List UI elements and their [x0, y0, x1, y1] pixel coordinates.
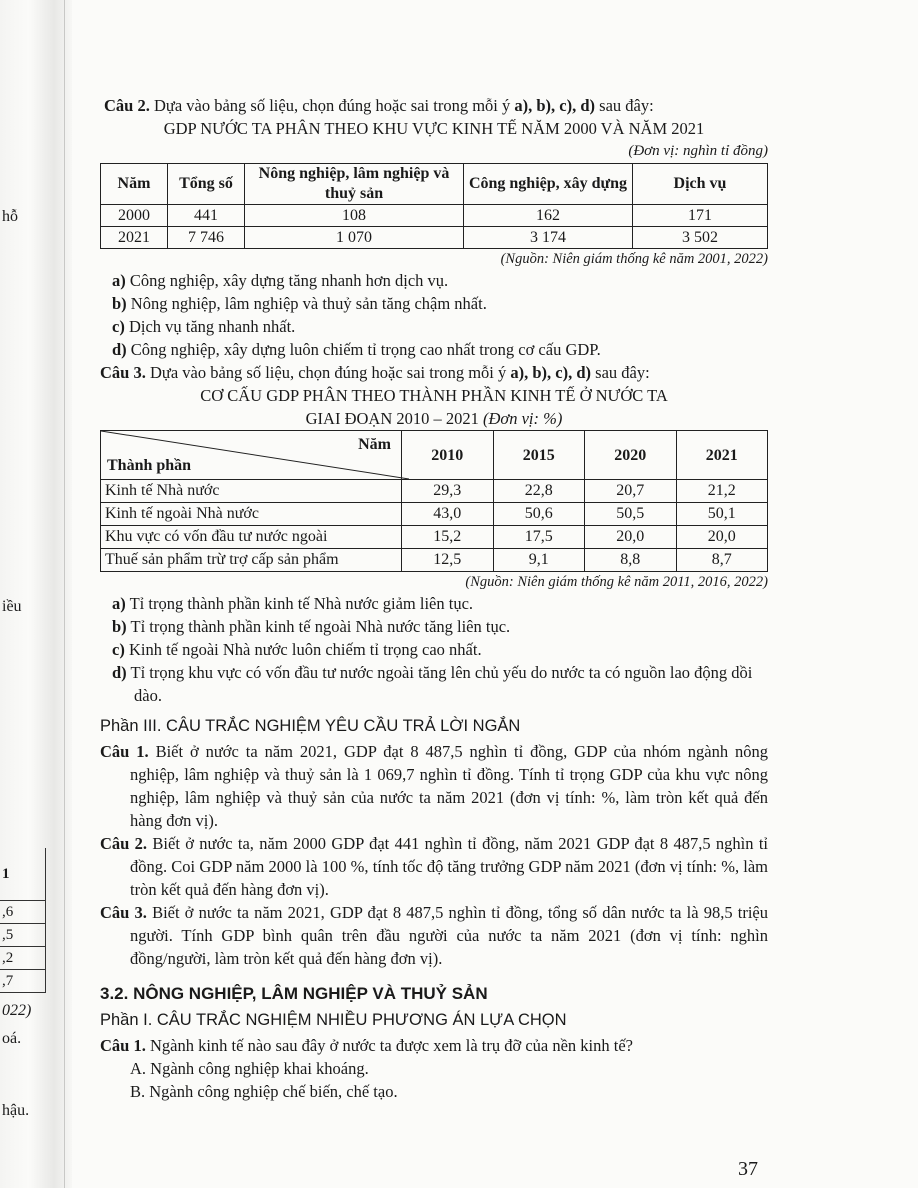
- header-agriculture: Nông nghiệp, lâm nghiệp và thuỷ sản: [245, 164, 464, 205]
- header-services: Dịch vụ: [633, 164, 768, 205]
- part-3-heading: Phần III. CÂU TRẮC NGHIỆM YÊU CẦU TRẢ LỜI NGẮN: [100, 717, 521, 735]
- question-3-prompt: Câu 3. Dựa vào bảng số liệu, chọn đúng hoặc sai trong mỗi ý a), b), c), d) sau đây:: [100, 363, 650, 382]
- part3-question-1: Câu 1. Biết ở nước ta năm 2021, GDP đạt 8 487,5 nghìn tỉ đồng, GDP của nhóm ngành nông nghiệp, lâm nghiệp và thuỷ sản là 1 069,7 nghìn tỉ đồng. Tính tỉ trọng GDP của khu vực nông nghiệp, lâm nghiệp và thuỷ sản của nước ta năm 2021 (đơn vị tính: %, làm tròn kết quả đến hàng đơn vị).: [100, 742, 769, 830]
- table-row: Khu vực có vốn đầu tư nước ngoài 15,2 17,5 20,0 20,0: [101, 526, 768, 549]
- part3-question-2: Câu 2. Biết ở nước ta, năm 2000 GDP đạt 441 nghìn tỉ đồng, năm 2021 GDP đạt 8 487,5 nghìn tỉ đồng. Coi GDP năm 2000 là 100 %, tính tốc độ tăng trưởng GDP năm 2021 (đơn vị tính: %, làm tròn kết quả đến hàng đơn vị).: [100, 834, 768, 899]
- table-2-subtitle: GIAI ĐOẠN 2010 – 2021 (Đơn vị: %): [305, 409, 563, 428]
- header-year: 2010: [402, 431, 494, 480]
- page-number: 37: [738, 1158, 758, 1180]
- header-year: Năm: [101, 164, 168, 205]
- table-1-source: (Nguồn: Niên giám thống kê năm 2001, 2022): [500, 251, 768, 267]
- table-1-title: GDP NƯỚC TA PHÂN THEO KHU VỰC KINH TẾ NĂM 2000 VÀ NĂM 2021: [163, 119, 705, 138]
- table-row: 2021 7 746 1 070 3 174 3 502: [101, 227, 768, 249]
- spine-line: [64, 0, 65, 1188]
- margin-fragment: 022): [2, 1002, 32, 1019]
- gdp-sector-table: [100, 163, 768, 249]
- table-header-row: [101, 164, 768, 205]
- header-total: Tổng số: [168, 164, 245, 205]
- section-3-2-heading: 3.2. NÔNG NGHIỆP, LÂM NGHIỆP VÀ THUỶ SẢN: [100, 984, 488, 1003]
- table-row: Kinh tế Nhà nước 29,3 22,8 20,7 21,2: [101, 480, 768, 503]
- part3-question-3: Câu 3. Biết ở nước ta năm 2021, GDP đạt 8 487,5 nghìn tỉ đồng, tổng số dân nước ta là 98,5 triệu người. Tính GDP bình quân trên đầu người của nước ta năm 2021 (đơn vị tính: nghìn đồng/người, làm tròn kết quả đến hàng đơn vị).: [100, 903, 769, 968]
- answer-a: A. Ngành công nghiệp khai khoáng.: [130, 1059, 369, 1078]
- q3-option-c: c) Kinh tế ngoài Nhà nước luôn chiếm tỉ trọng cao nhất.: [112, 640, 482, 659]
- header-year: 2015: [493, 431, 585, 480]
- margin-fragment: oá.: [2, 1030, 22, 1047]
- q2-option-b: b) Nông nghiệp, lâm nghiệp và thuỷ sản tăng chậm nhất.: [112, 294, 487, 313]
- q2-option-c: c) Dịch vụ tăng nhanh nhất.: [112, 317, 296, 336]
- header-year: 2020: [585, 431, 677, 480]
- table-1-unit: (Đơn vị: nghìn tỉ đồng): [628, 143, 768, 159]
- answer-b: B. Ngành công nghiệp chế biến, chế tạo.: [130, 1082, 398, 1101]
- table-header-row: [101, 431, 768, 480]
- table-2-source: (Nguồn: Niên giám thống kê năm 2011, 2016, 2022): [465, 574, 768, 590]
- margin-fragment: hậu.: [2, 1102, 30, 1119]
- section32-question-1: Câu 1. Ngành kinh tế nào sau đây ở nước ta được xem là trụ đỡ của nền kinh tế?: [100, 1036, 633, 1055]
- page-content: [100, 94, 768, 1103]
- q3-option-a: a) Tỉ trọng thành phần kinh tế Nhà nước giảm liên tục.: [112, 594, 474, 613]
- margin-fragment: iều: [2, 598, 22, 615]
- header-year: 2021: [676, 431, 768, 480]
- part-1-heading: Phần I. CÂU TRẮC NGHIỆM NHIỀU PHƯƠNG ÁN LỰA CHỌN: [100, 1011, 567, 1029]
- q2-option-a: a) Công nghiệp, xây dựng tăng nhanh hơn dịch vụ.: [112, 271, 449, 290]
- header-industry: Công nghiệp, xây dựng: [464, 164, 633, 205]
- margin-fragment: hỗ: [2, 208, 18, 225]
- q2-option-d: d) Công nghiệp, xây dựng luôn chiếm tỉ trọng cao nhất trong cơ cấu GDP.: [112, 340, 601, 359]
- corner-header: Năm Thành phần: [101, 431, 402, 480]
- gdp-ownership-table: [100, 430, 768, 572]
- question-2-prompt: Câu 2. Dựa vào bảng số liệu, chọn đúng hoặc sai trong mỗi ý a), b), c), d) sau đây:: [104, 96, 654, 115]
- table-row: Kinh tế ngoài Nhà nước 43,0 50,6 50,5 50,1: [101, 503, 768, 526]
- table-row: 2000 441 108 162 171: [101, 205, 768, 227]
- table-2-title: CƠ CẤU GDP PHÂN THEO THÀNH PHẦN KINH TẾ Ở NƯỚC TA: [200, 386, 668, 405]
- margin-table-fragment: 1 ,6 ,5 ,2 ,7: [0, 848, 46, 993]
- q3-option-b: b) Tỉ trọng thành phần kinh tế ngoài Nhà nước tăng liên tục.: [112, 617, 511, 636]
- q3-option-d: d) Tỉ trọng khu vực có vốn đầu tư nước ngoài tăng lên chủ yếu do nước ta có nguồn lao động dồi dào.: [112, 663, 753, 705]
- table-row: Thuế sản phẩm trừ trợ cấp sản phẩm 12,5 9,1 8,8 8,7: [101, 549, 768, 572]
